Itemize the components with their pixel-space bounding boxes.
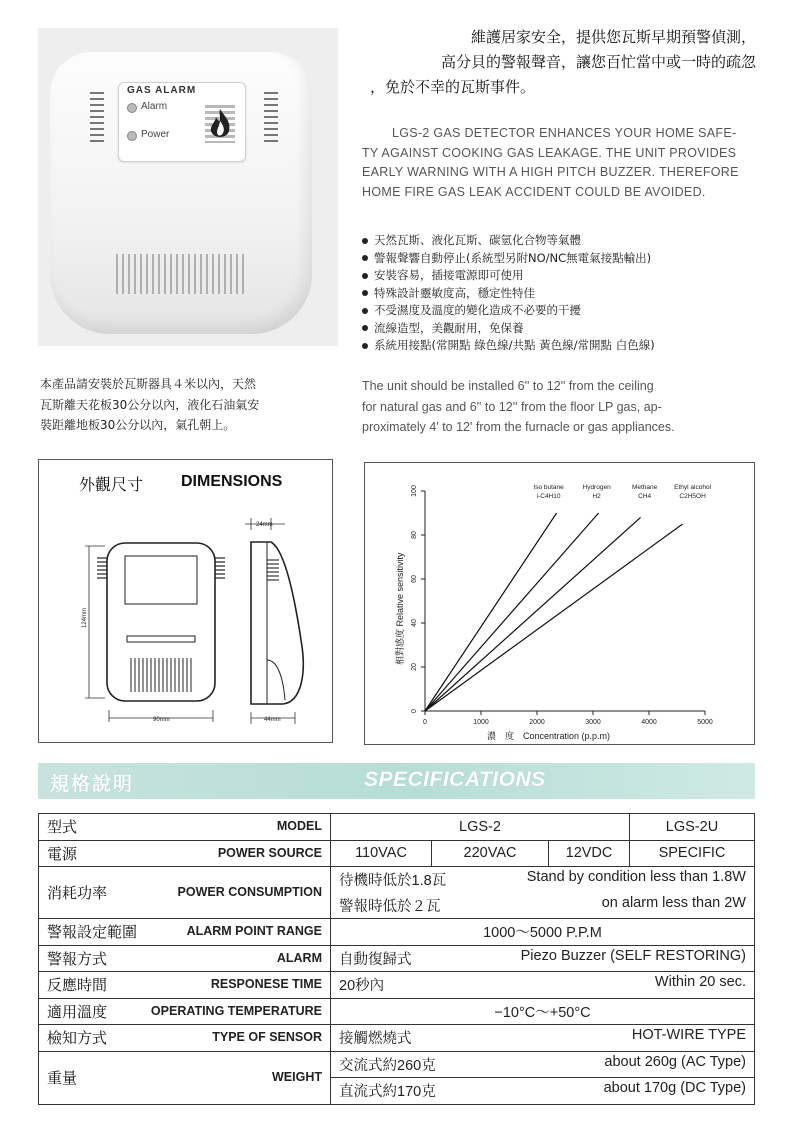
x-tick-label: 1000 <box>473 719 489 726</box>
series-name-label: Ethyl alcohol <box>674 484 712 491</box>
dimension-drawing <box>39 460 332 742</box>
alarm-led-icon <box>127 103 137 113</box>
hero-ch-line: 高分貝的警報聲音，讓您百忙當中或一時的疏忽 <box>440 53 756 71</box>
height-dimension-label: 124mm <box>82 607 88 628</box>
install-en-line: for natural gas and 6'' to 12'' from the floor LP gas, ap- <box>362 399 662 414</box>
x-tick-label: 4000 <box>641 719 657 726</box>
flame-icon <box>205 105 235 143</box>
spec-label-en: WEIGHT <box>272 1070 322 1084</box>
spec-label <box>39 945 331 972</box>
spec-label-en: POWER CONSUMPTION <box>177 885 322 899</box>
spec-label <box>39 1025 331 1052</box>
bullet-icon <box>362 273 368 279</box>
depth-dimension-label: 44mm <box>264 717 281 723</box>
feature-item <box>362 302 655 320</box>
feature-text: 系統用接點(常開點 綠色線/共點 黃色線/常開點 白色線) <box>374 338 655 352</box>
bullet-icon <box>362 255 368 261</box>
spec-value <box>331 1051 755 1078</box>
spec-row-response <box>39 972 755 999</box>
spec-label-ch: 警報設定範圍 <box>47 923 138 942</box>
feature-item <box>362 250 655 268</box>
bullet-icon <box>362 325 368 331</box>
feature-text: 特殊設計靈敏度高，穩定性特佳 <box>374 285 535 300</box>
x-tick-label: 3000 <box>585 719 601 726</box>
spec-label-en: ALARM POINT RANGE <box>186 924 322 939</box>
device-label-title: GAS ALARM <box>127 85 197 96</box>
spec-value <box>331 945 755 972</box>
bullet-icon <box>362 308 368 314</box>
y-tick-label: 20 <box>411 663 418 671</box>
spec-label-en: MODEL <box>276 819 322 834</box>
sensitivity-chart-panel <box>364 462 755 745</box>
spec-title-en: SPECIFICATIONS <box>364 768 546 791</box>
x-tick-label: 2000 <box>529 719 545 726</box>
power-led-icon <box>127 131 137 141</box>
spec-table <box>38 813 755 1105</box>
spec-value <box>331 972 755 999</box>
spec-row-alarm <box>39 945 755 972</box>
device-label-panel <box>118 82 246 162</box>
spec-value <box>331 867 755 893</box>
hero-en-line: HOME FIRE GAS LEAK ACCIDENT COULD BE AVOIDED. <box>362 184 706 199</box>
spec-value: LGS-2U <box>630 814 755 841</box>
install-note-english <box>362 376 754 438</box>
dimensions-panel <box>38 459 333 743</box>
spec-label <box>39 867 331 919</box>
hero-en-line: TY AGAINST COOKING GAS LEAKAGE. THE UNIT PROVIDES <box>362 145 737 160</box>
spec-value: 12VDC <box>549 840 630 867</box>
install-en-line: proximately 4' to 12' from the furnacle or gas appliances. <box>362 420 675 434</box>
spec-value <box>331 1078 755 1105</box>
spec-label <box>39 814 331 841</box>
chart-y-label: 相對感度 Relative sensitivity <box>395 552 405 665</box>
feature-item <box>362 267 655 285</box>
hero-en-line: LGS-2 GAS DETECTOR ENHANCES YOUR HOME SAFE- <box>392 126 737 140</box>
spec-row-consumption <box>39 867 755 893</box>
feature-text: 流線造型，美觀耐用，免保養 <box>374 320 524 335</box>
spec-row-model <box>39 814 755 841</box>
spec-row-range <box>39 919 755 946</box>
feature-text: 不受濕度及溫度的變化造成不必要的干擾 <box>374 303 581 317</box>
spec-title-ch: 規格說明 <box>50 773 135 795</box>
spec-label-en: OPERATING TEMPERATURE <box>150 1003 322 1018</box>
spec-value-ch: 20秒內 <box>339 978 385 995</box>
spec-label-en: RESPONESE TIME <box>210 977 322 992</box>
width-dimension-label: 90mm <box>153 717 170 723</box>
spec-label-ch: 適用溫度 <box>47 1002 108 1021</box>
series-line <box>425 513 599 711</box>
spec-value-en: Within 20 sec. <box>654 974 746 991</box>
spec-value-en: on alarm less than 2W <box>601 894 746 911</box>
spec-value <box>331 893 755 919</box>
bottom-vent <box>116 254 246 294</box>
spec-label <box>39 972 331 999</box>
series-formula-label: C2H5OH <box>679 493 706 500</box>
series-name-label: Methane <box>631 484 658 491</box>
y-tick-label: 0 <box>411 709 418 713</box>
y-tick-label: 60 <box>411 575 418 583</box>
spec-row-sensor <box>39 1025 755 1052</box>
spec-banner <box>38 763 755 799</box>
feature-item <box>362 320 655 338</box>
spec-value-ch: 接觸燃燒式 <box>339 1031 412 1048</box>
feature-text: 警報聲響自動停止(系統型另附NO/NC無電氣接點輸出) <box>374 250 652 265</box>
spec-label <box>39 998 331 1025</box>
spec-label-ch: 反應時間 <box>47 976 108 995</box>
spec-value: SPECIFIC <box>630 840 755 867</box>
spec-value-ch: 直流式約170克 <box>339 1084 436 1101</box>
spec-label-en: TYPE OF SENSOR <box>212 1030 322 1045</box>
spec-row-weight <box>39 1051 755 1078</box>
hero-english <box>362 124 762 202</box>
series-formula-label: i-C4H10 <box>536 493 561 500</box>
right-vent <box>264 92 278 142</box>
spec-value-en: about 260g (AC Type) <box>604 1053 746 1070</box>
spec-value-en: Piezo Buzzer (SELF RESTORING) <box>520 947 746 964</box>
spec-label-ch: 檢知方式 <box>47 1029 108 1048</box>
series-name-label: Iso butane <box>533 484 564 491</box>
y-tick-label: 80 <box>411 531 418 539</box>
dimensions-title-ch: 外觀尺寸 <box>79 475 144 494</box>
spec-value: 110VAC <box>331 840 432 867</box>
feature-item <box>362 337 655 355</box>
bullet-icon <box>362 343 368 349</box>
spec-label <box>39 919 331 946</box>
series-formula-label: CH4 <box>638 493 652 500</box>
top-dimension-label: 24mm <box>256 522 273 528</box>
chart-x-label: 濃 度 Concentration (p.p.m) <box>487 731 611 741</box>
spec-label-ch: 警報方式 <box>47 949 108 968</box>
feature-item <box>362 285 655 303</box>
alarm-led-label: Alarm <box>141 101 168 112</box>
spec-label-ch: 型式 <box>47 818 78 837</box>
feature-text: 天然瓦斯、液化瓦斯、碳氫化合物等氣體 <box>374 233 581 247</box>
feature-text: 安裝容易，插接電源即可使用 <box>374 268 524 282</box>
spec-label-ch: 電源 <box>47 844 78 863</box>
spec-value-ch: 交流式約260克 <box>339 1057 436 1074</box>
hero-chinese <box>356 25 756 100</box>
left-vent <box>90 92 104 142</box>
spec-value-en: HOT-WIRE TYPE <box>631 1027 746 1044</box>
install-ch-line: 本產品請安裝於瓦斯器具４米以內，天然 <box>40 377 257 391</box>
x-tick-label: 5000 <box>697 719 713 726</box>
spec-label-en: ALARM <box>276 950 322 965</box>
bullet-icon <box>362 238 368 244</box>
feature-list <box>362 232 655 355</box>
spec-value-ch: 警報時低於２瓦 <box>339 898 441 915</box>
spec-value: LGS-2 <box>331 814 630 841</box>
x-tick-label: 0 <box>423 719 427 726</box>
spec-row-power <box>39 840 755 867</box>
spec-value: 220VAC <box>432 840 549 867</box>
install-en-line: The unit should be installed 6'' to 12'' from the ceiling <box>362 379 654 393</box>
hero-en-line: EARLY WARNING WITH A HIGH PITCH BUZZER. THEREFORE <box>362 165 739 179</box>
spec-value: 1000～5000 P.P.M <box>331 919 755 946</box>
spec-label-ch: 重量 <box>47 1069 78 1087</box>
y-tick-label: 100 <box>411 485 418 497</box>
spec-value <box>331 1025 755 1052</box>
series-line <box>425 517 641 711</box>
series-formula-label: H2 <box>592 493 601 500</box>
spec-label <box>39 1051 331 1104</box>
spec-label-en: POWER SOURCE <box>217 845 322 860</box>
feature-item <box>362 232 655 250</box>
install-ch-line: 瓦斯離天花板30公分以內，液化石油氣安 <box>40 397 260 412</box>
dimensions-title-en: DIMENSIONS <box>181 473 283 490</box>
y-tick-label: 40 <box>411 619 418 627</box>
hero-ch-line: ，免於不幸的瓦斯事件。 <box>370 78 536 96</box>
spec-label-ch: 消耗功率 <box>47 884 108 902</box>
series-line <box>425 524 683 711</box>
install-note-chinese <box>40 374 332 436</box>
series-line <box>425 513 557 711</box>
sensitivity-chart <box>365 463 754 744</box>
spec-value-ch: 自動復歸式 <box>339 951 412 968</box>
bullet-icon <box>362 290 368 296</box>
install-ch-line: 裝距離地板30公分以內，氣孔朝上。 <box>40 418 236 432</box>
power-led-label: Power <box>141 129 170 140</box>
spec-row-temperature <box>39 998 755 1025</box>
series-name-label: Hydrogen <box>582 484 611 491</box>
spec-value-en: Stand by condition less than 1.8W <box>526 869 746 886</box>
spec-value: −10°C～+50°C <box>331 998 755 1025</box>
hero-ch-line: 維護居家安全，提供您瓦斯早期預警偵測， <box>470 28 756 46</box>
spec-value-ch: 待機時低於1.8瓦 <box>339 873 447 890</box>
spec-label <box>39 840 331 867</box>
spec-value-en: about 170g (DC Type) <box>603 1080 746 1097</box>
